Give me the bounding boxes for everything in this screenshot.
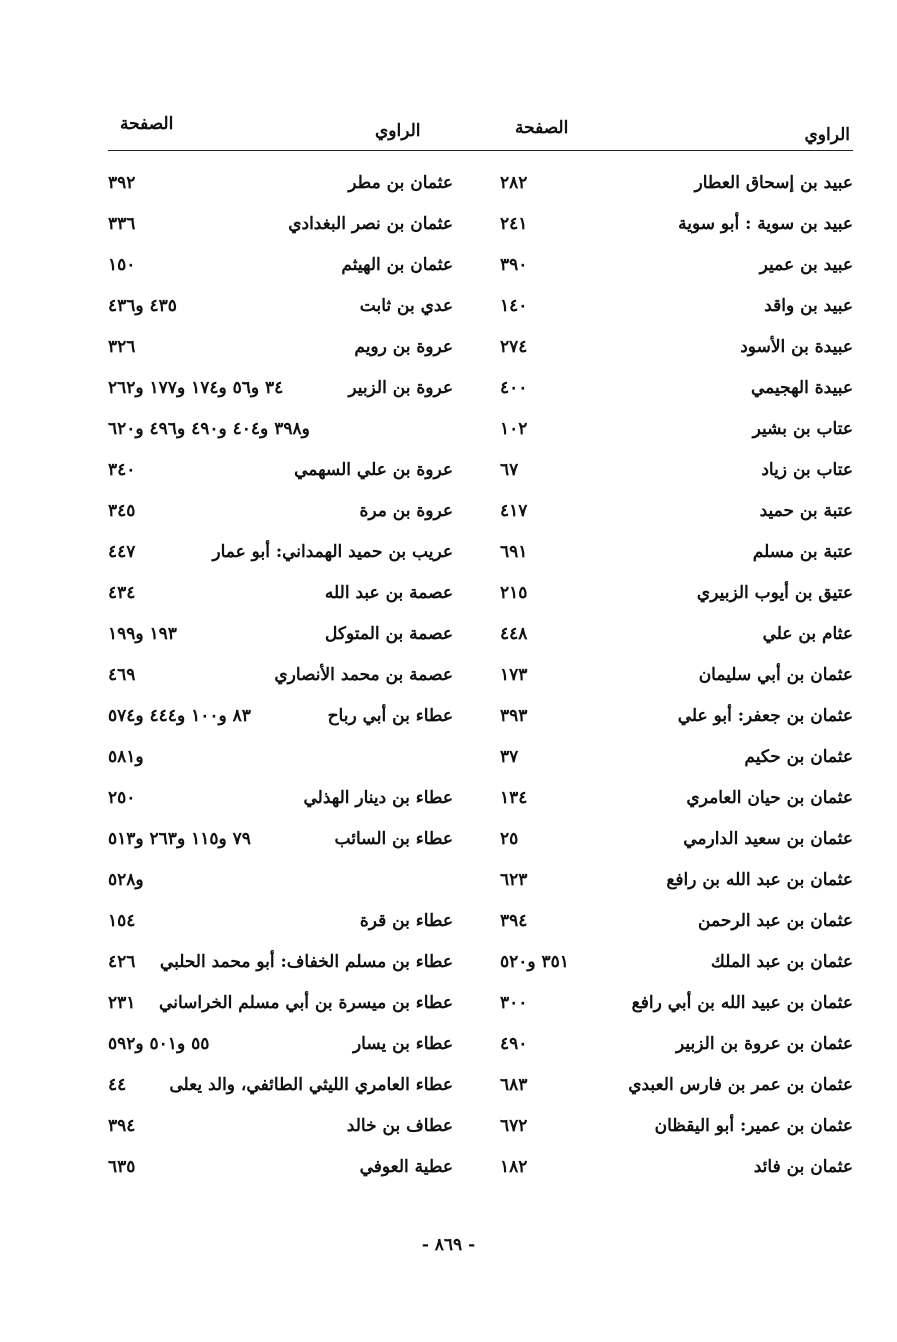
narrator-name: عروة بن مرة xyxy=(359,501,453,521)
page-reference: ٨٣ و١٠٠ و٤٤٤ و٥٧٤ xyxy=(108,706,251,726)
header-left-narrator: الراوي xyxy=(375,121,421,141)
page-reference: ٣٩٣ xyxy=(500,706,528,726)
page-reference: ١٥٠ xyxy=(108,255,136,275)
page-reference: ٣٣٦ xyxy=(108,214,136,234)
page-reference: ٣٤٠ xyxy=(108,460,136,480)
page-reference: ٢٧٤ xyxy=(500,337,528,357)
narrator-name: عتبة بن مسلم xyxy=(752,542,853,562)
page-reference: ٤٠٠ xyxy=(500,378,528,398)
narrator-name: عبيدة بن الأسود xyxy=(740,337,853,357)
narrator-name: عبيد بن إسحاق العطار xyxy=(694,173,853,193)
page-reference: ٥٥ و٥٠١ و٥٩٢ xyxy=(108,1034,210,1054)
narrator-name: عطاء بن مسلم الخفاف: أبو محمد الحلبي xyxy=(159,952,453,972)
page-reference: ٤١٧ xyxy=(500,501,528,521)
index-entry xyxy=(108,332,473,362)
narrator-name: عتاب بن بشير xyxy=(752,419,853,439)
narrator-name: عبيدة الهجيمي xyxy=(751,378,853,398)
index-entry xyxy=(108,619,473,649)
narrator-name: عريب بن حميد الهمداني: أبو عمار xyxy=(212,542,453,562)
page-reference: ٢٥ xyxy=(500,829,519,849)
index-entry xyxy=(108,865,473,895)
narrator-name: عطاء العامري الليثي الطائفي، والد يعلى xyxy=(169,1075,453,1095)
page-reference: ٢٥٠ xyxy=(108,788,136,808)
index-entry xyxy=(108,1111,473,1141)
index-entry xyxy=(108,947,473,977)
narrator-name: عثمان بن عبد الملك xyxy=(710,952,853,972)
page-reference: ٣٩٤ xyxy=(108,1116,136,1136)
page-reference: و٥٢٨ xyxy=(108,870,144,890)
narrator-name: عثمان بن جعفر: أبو علي xyxy=(677,706,853,726)
header-left-page: الصفحة xyxy=(120,114,174,134)
narrator-name: عثمان بن مطر xyxy=(348,173,453,193)
narrator-name: عثمان بن سعيد الدارمي xyxy=(683,829,853,849)
narrator-name: عثمان بن أبي سليمان xyxy=(698,665,853,685)
index-entry xyxy=(108,373,473,403)
narrator-name: عتاب بن زياد xyxy=(761,460,853,480)
index-entry xyxy=(108,1029,473,1059)
page-reference: ٤٦٩ xyxy=(108,665,136,685)
index-entry xyxy=(108,578,473,608)
narrator-name: عثمان بن عبد الله بن رافع xyxy=(666,870,853,890)
page-reference: و٥٨١ xyxy=(108,747,144,767)
header-right-page: الصفحة xyxy=(515,118,569,138)
page-reference: ٤٤٧ xyxy=(108,542,136,562)
index-entry xyxy=(108,1152,473,1182)
index-entry xyxy=(108,824,473,854)
narrator-name: عثام بن علي xyxy=(762,624,853,644)
narrator-name: عتيق بن أيوب الزبيري xyxy=(696,583,853,603)
narrator-name: عطاف بن خالد xyxy=(346,1116,453,1136)
page-reference: ٣٧ xyxy=(500,747,519,767)
page-reference: ٤٩٠ xyxy=(500,1034,528,1054)
narrator-name: عثمان بن حكيم xyxy=(744,747,853,767)
page-reference: ٣٥١ و٥٢٠ xyxy=(500,952,569,972)
narrator-name: عثمان بن الهيثم xyxy=(341,255,453,275)
narrator-name: عروة بن الزبير xyxy=(348,378,453,398)
page-reference: ١٥٤ xyxy=(108,911,136,931)
page-reference: ٢٤١ xyxy=(500,214,528,234)
index-entry xyxy=(108,455,473,485)
narrator-name: عروة بن علي السهمي xyxy=(294,460,453,480)
narrator-name: عبيد بن واقد xyxy=(764,296,853,316)
page-reference: ٦٧٢ xyxy=(500,1116,528,1136)
page-reference: ٢١٥ xyxy=(500,583,528,603)
narrator-name: عصمة بن محمد الأنصاري xyxy=(274,665,453,685)
narrator-name: عروة بن رويم xyxy=(354,337,453,357)
narrator-name: عثمان بن عروة بن الزبير xyxy=(676,1034,853,1054)
page-reference: ٣٤٥ xyxy=(108,501,136,521)
narrator-name: عطاء بن دينار الهذلي xyxy=(303,788,453,808)
narrator-name: عبيد بن عمير xyxy=(759,255,853,275)
narrator-name: عصمة بن عبد الله xyxy=(324,583,453,603)
narrator-name: عبيد بن سوية : أبو سوية xyxy=(678,214,853,234)
narrator-name: عثمان بن عمر بن فارس العبدي xyxy=(628,1075,853,1095)
page-reference: ٧٩ و١١٥ و٢٦٣ و٥١٣ xyxy=(108,829,251,849)
narrator-name: عطاء بن يسار xyxy=(352,1034,453,1054)
narrator-name: عطاء بن ميسرة بن أبي مسلم الخراساني xyxy=(159,993,453,1013)
header-divider xyxy=(108,150,853,151)
page-reference: ٣٩٢ xyxy=(108,173,136,193)
page-reference: ٣٩٤ xyxy=(500,911,528,931)
index-entry xyxy=(108,209,473,239)
page-reference: ٦٩١ xyxy=(500,542,528,562)
page-reference: ٦٣٥ xyxy=(108,1157,136,1177)
header-right-narrator: الراوي xyxy=(804,125,850,145)
page-reference: ٢٨٢ xyxy=(500,173,528,193)
index-entry xyxy=(108,250,473,280)
index-entry xyxy=(108,742,473,772)
narrator-name: عطاء بن قرة xyxy=(359,911,453,931)
narrator-name: عثمان بن حيان العامري xyxy=(686,788,853,808)
page-reference: ١٤٠ xyxy=(500,296,528,316)
narrator-name: عتبة بن حميد xyxy=(759,501,853,521)
index-entry xyxy=(108,906,473,936)
page-reference: ١٩٣ و١٩٩ xyxy=(108,624,177,644)
page-reference: ٣٠٠ xyxy=(500,993,528,1013)
page-reference: ٣٢٦ xyxy=(108,337,136,357)
index-entry xyxy=(108,701,473,731)
page-reference: ٦٨٣ xyxy=(500,1075,528,1095)
page-reference: ٣٤ و٥٦ و١٧٤ و١٧٧ و٢٦٢ xyxy=(108,378,284,398)
page-reference: ١٨٢ xyxy=(500,1157,528,1177)
narrator-name: عطاء بن السائب xyxy=(334,829,453,849)
page-reference: ١٠٢ xyxy=(500,419,528,439)
narrator-name: عطاء بن أبي رباح xyxy=(327,706,453,726)
page-reference: ٦٧ xyxy=(500,460,519,480)
narrator-name: عثمان بن عبد الرحمن xyxy=(698,911,853,931)
page-reference: ٤٤٨ xyxy=(500,624,528,644)
index-entry xyxy=(108,291,473,321)
page-reference: ٦٢٣ xyxy=(500,870,528,890)
page-reference: ٤٢٦ xyxy=(108,952,136,972)
page-reference: ٢٣١ xyxy=(108,993,136,1013)
narrator-name: عثمان بن عبيد الله بن أبي رافع xyxy=(631,993,853,1013)
page-reference: ٤٤ xyxy=(108,1075,127,1095)
page-reference: و٣٩٨ و٤٠٤ و٤٩٠ و٤٩٦ و٦٢٠ xyxy=(108,419,310,439)
index-entry xyxy=(108,660,473,690)
index-entry xyxy=(108,496,473,526)
index-entry xyxy=(108,537,473,567)
narrator-name: عثمان بن فائد xyxy=(753,1157,853,1177)
index-entry xyxy=(108,1070,473,1100)
page-reference: ١٧٣ xyxy=(500,665,528,685)
page-reference: ٤٣٥ و٤٣٦ xyxy=(108,296,177,316)
page-reference: ٣٩٠ xyxy=(500,255,528,275)
page-reference: ١٣٤ xyxy=(500,788,528,808)
index-entry xyxy=(108,168,473,198)
index-entry xyxy=(108,988,473,1018)
narrator-name: عدي بن ثابت xyxy=(359,296,453,316)
narrator-name: عطية العوفي xyxy=(359,1157,453,1177)
page-reference: ٤٣٤ xyxy=(108,583,136,603)
index-entry xyxy=(108,783,473,813)
narrator-name: عثمان بن نصر البغدادي xyxy=(288,214,453,234)
page-number: - ٨٦٩ - xyxy=(421,1235,476,1255)
narrator-name: عثمان بن عمير: أبو اليقظان xyxy=(654,1116,853,1136)
index-entry xyxy=(108,414,473,444)
narrator-name: عصمة بن المتوكل xyxy=(325,624,453,644)
